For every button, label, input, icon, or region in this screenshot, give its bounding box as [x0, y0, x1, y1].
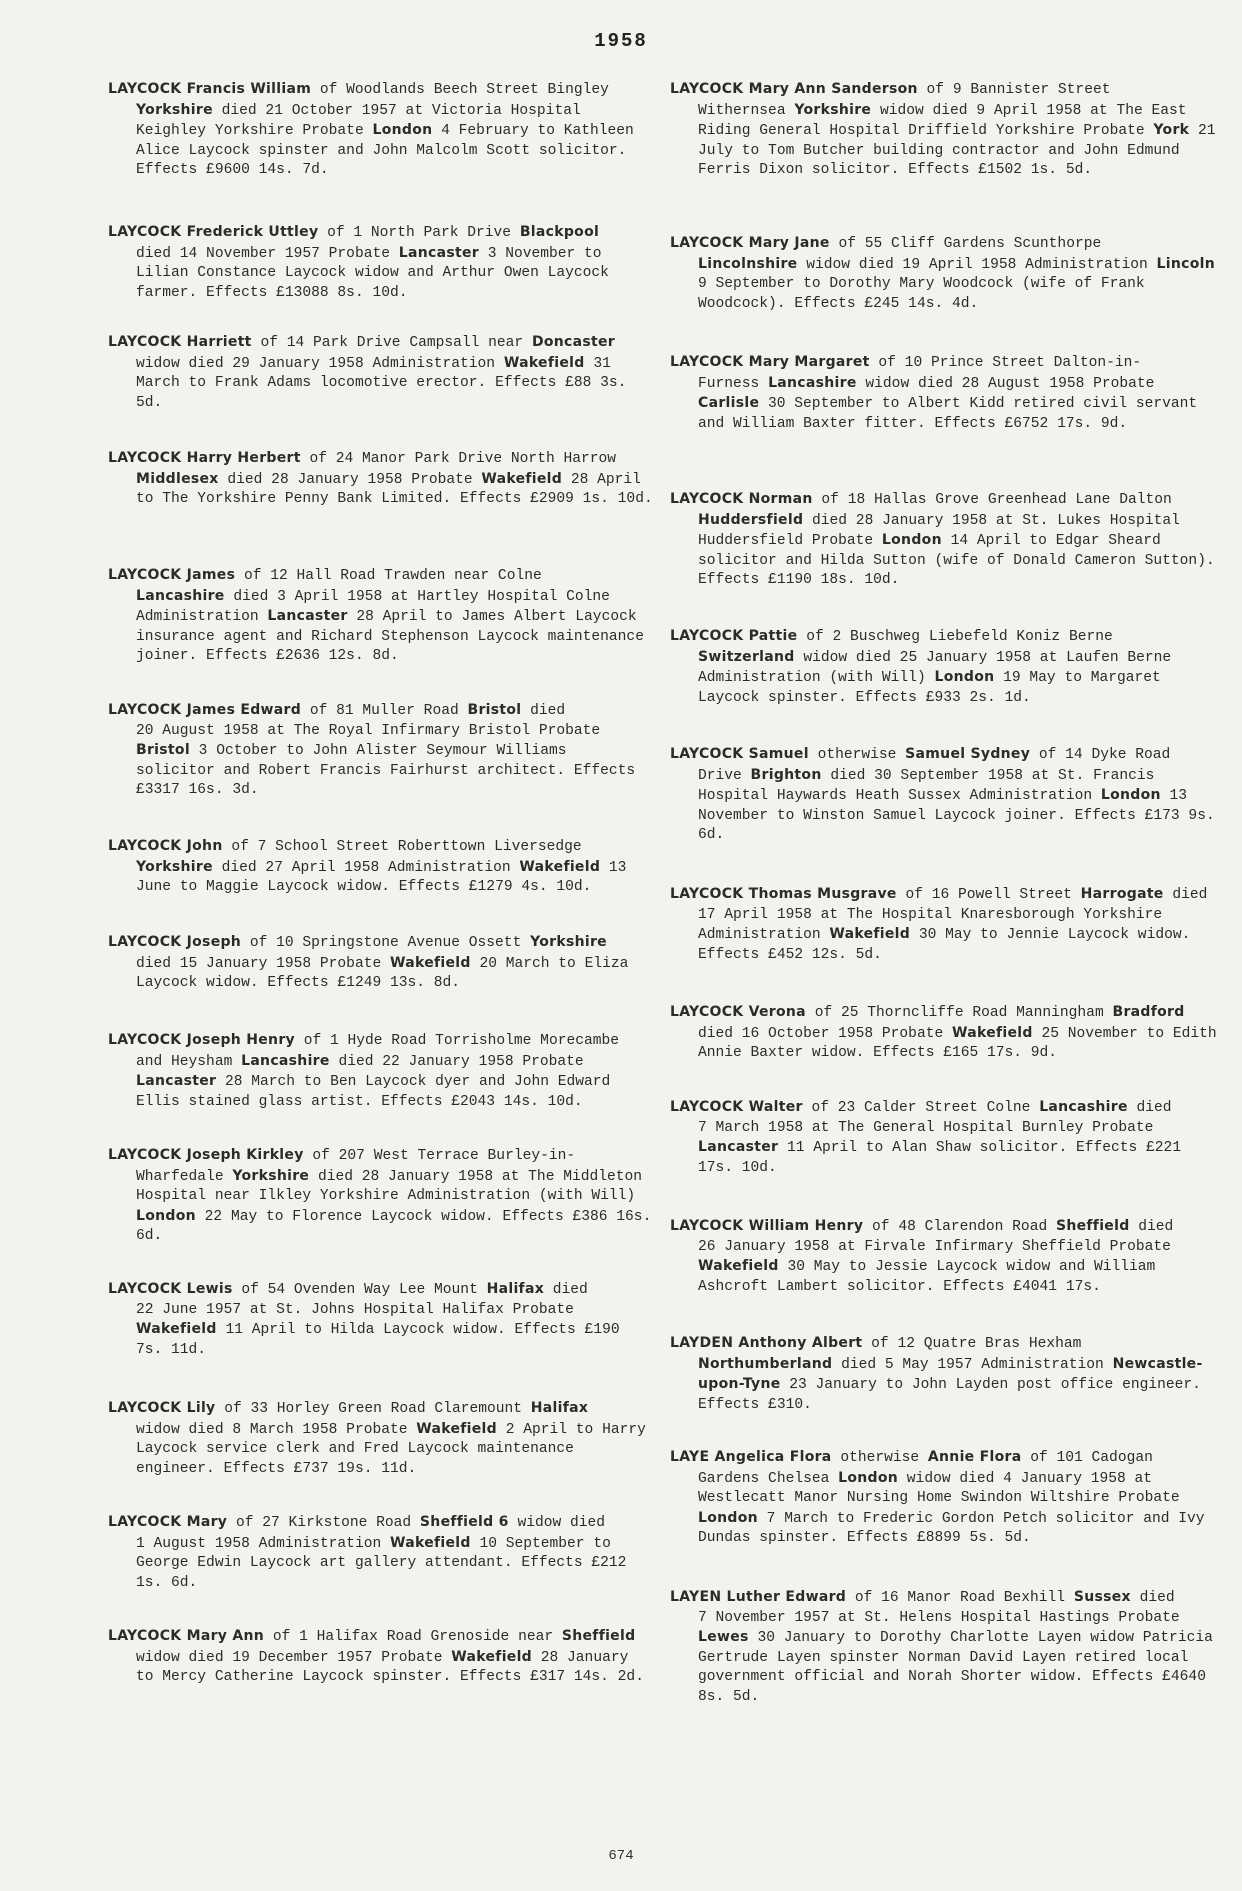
- entry-keyword: LAYCOCK Joseph Kirkley: [108, 1147, 304, 1163]
- entry-text: 31 March to Frank Adams locomotive erector. Effects £88 3s. 5d.: [136, 355, 627, 411]
- entry-keyword: Sussex: [1073, 1589, 1131, 1605]
- entry-keyword: Yorkshire: [794, 101, 872, 118]
- entry-keyword: LAYDEN Anthony Albert: [670, 1335, 863, 1351]
- entry-text: and Heysham: [136, 1053, 242, 1070]
- entry-text: 21 July to Tom Butcher building contractor and John Edmund Ferris Dixon solicitor. Effects £1502 1s. 5d.: [698, 123, 1216, 178]
- entry-text: of 48 Clarendon Road: [863, 1219, 1056, 1235]
- entry-text: died 5 May 1957 Administration: [832, 1356, 1113, 1373]
- entry-continuation: [670, 1609, 1220, 1708]
- entry-keyword: Lancashire: [1039, 1099, 1128, 1115]
- entry-text: of 54 Ovenden Way Lee Mount: [232, 1282, 487, 1298]
- entry-keyword: Halifax: [486, 1281, 545, 1297]
- entry-keyword: LAYCOCK Mary Margaret: [670, 354, 870, 370]
- entry-text: widow died 28 August 1958 Probate: [856, 375, 1155, 392]
- entry-keyword: Bradford: [1112, 1004, 1185, 1020]
- entry-keyword: Carlisle: [698, 395, 760, 411]
- entry-text: of 1 North Park Drive: [318, 225, 520, 241]
- entry-first-line: [108, 701, 653, 722]
- entry-keyword: LAYCOCK Thomas Musgrave: [670, 886, 897, 902]
- entry-keyword: Yorkshire: [530, 934, 607, 950]
- entry-text: 25 November to Edith Annie Baxter widow. Effects £165 17s. 9d.: [698, 1025, 1217, 1061]
- entry-first-line: [108, 566, 653, 587]
- entry-keyword: Wakefield: [416, 1420, 497, 1437]
- entry-keyword: Sheffield: [561, 1628, 636, 1644]
- probate-entry: [670, 353, 1220, 434]
- entry-keyword: LAYCOCK Mary: [108, 1514, 228, 1530]
- entry-keyword: Lancashire: [768, 374, 857, 391]
- entry-keyword: Brighton: [750, 766, 822, 783]
- entry-text: died 28 January 1958 Probate: [218, 471, 482, 488]
- probate-entry: [108, 1146, 653, 1247]
- entry-keyword: Wakefield: [698, 1258, 779, 1274]
- probate-entry: [670, 1003, 1220, 1064]
- probate-entry: [670, 80, 1220, 181]
- entry-text: of 14 Dyke Road: [1030, 747, 1171, 763]
- entry-first-line: [670, 1334, 1220, 1355]
- entry-text: died: [544, 1282, 588, 1298]
- entry-keyword: Switzerland: [698, 648, 795, 665]
- entry-text: 2 April to Harry Laycock service clerk and Fred Laycock maintenance engineer. Effects £737 19s. 11d.: [136, 1421, 646, 1477]
- entry-text: widow died: [508, 1515, 606, 1531]
- entry-text: Withernsea: [698, 102, 795, 119]
- entry-keyword: LAYCOCK Mary Jane: [670, 235, 830, 251]
- entry-continuation: [108, 1301, 653, 1361]
- entry-keyword: Lewes: [698, 1629, 749, 1645]
- entry-first-line: [108, 449, 653, 470]
- entry-continuation: [670, 766, 1220, 846]
- entry-first-line: [108, 1280, 653, 1301]
- entry-keyword: Yorkshire: [232, 1167, 310, 1184]
- entry-keyword: LAYEN Luther Edward: [670, 1589, 847, 1605]
- entry-text: 28 March to Ben Laycock dyer and John Edward Ellis stained glass artist. Effects £2043 14s. 10d.: [136, 1074, 611, 1110]
- probate-entry: [670, 627, 1220, 708]
- probate-entry: [108, 1627, 653, 1688]
- probate-entry: [670, 1217, 1220, 1297]
- entry-continuation: [108, 954, 653, 994]
- entry-text: 30 September to Albert Kidd retired civil servant and William Baxter fitter. Effects £6752 17s. 9d.: [698, 396, 1198, 432]
- probate-entry: [670, 490, 1220, 591]
- entry-first-line: [670, 1003, 1220, 1024]
- entry-text: died 30 September 1958 at St. Francis Hospital Haywards Heath Sussex Administration: [698, 767, 1155, 804]
- entry-text: Gardens Chelsea: [698, 1470, 839, 1487]
- entry-text: 7 November 1957 at St. Helens Hospital Hastings Probate: [698, 1609, 1180, 1626]
- entry-text: widow died 8 March 1958 Probate: [136, 1421, 417, 1438]
- entry-text: of 18 Hallas Grove Greenhead Lane Dalton: [812, 492, 1172, 508]
- probate-entry: [670, 1334, 1220, 1415]
- entry-keyword: Wakefield: [829, 926, 911, 942]
- entry-text: 4 February to Kathleen Alice Laycock spinster and John Malcolm Scott solicitor. Effects £9600 14s. 7d.: [136, 123, 634, 178]
- entry-keyword: LAYCOCK James Edward: [108, 702, 302, 718]
- entry-keyword: Lancashire: [136, 587, 225, 604]
- entry-text: 13 June to Maggie Laycock widow. Effects £1279 4s. 10d.: [136, 859, 627, 895]
- entry-text: 30 May to Jennie Laycock widow. Effects £452 12s. 5d.: [698, 927, 1191, 963]
- entry-keyword: Wakefield: [481, 470, 563, 487]
- entry-text: of 7 School Street Roberttown Liversedge: [222, 839, 582, 855]
- entry-keyword: LAYCOCK Joseph: [108, 934, 242, 950]
- entry-keyword: LAYE Angelica Flora: [670, 1449, 832, 1465]
- probate-entry: [108, 333, 653, 413]
- entry-first-line: [108, 1399, 653, 1420]
- entry-first-line: [670, 490, 1220, 511]
- entry-text: died: [1129, 1219, 1174, 1235]
- entry-keyword: Lancaster: [136, 1073, 217, 1089]
- entry-continuation: [670, 511, 1220, 591]
- entry-text: died 15 January 1958 Probate: [136, 955, 390, 972]
- entry-text: 30 January to Dorothy Charlotte Layen widow Patricia Gertrude Layen spinster Norman David Layen retired local government official and Norah Shorter widow. Effects £4640 8s. 5d.: [698, 1630, 1213, 1705]
- entry-keyword: Northumberland: [698, 1355, 833, 1372]
- entry-text: died 27 April 1958 Administration: [212, 859, 520, 876]
- entry-keyword: London: [1100, 787, 1161, 803]
- entry-keyword: Wakefield: [451, 1648, 533, 1665]
- entry-text: of 10 Springstone Avenue Ossett: [241, 935, 531, 951]
- entry-text: 26 January 1958 at Firvale Infirmary Sheffield Probate: [698, 1238, 1171, 1255]
- entry-first-line: [670, 885, 1220, 906]
- entry-keyword: Bristol: [136, 742, 190, 758]
- entry-text: of Woodlands Beech Street Bingley: [311, 82, 609, 98]
- entry-keyword: LAYCOCK Norman: [670, 491, 813, 507]
- entry-text: 9 September to Dorothy Mary Woodcock (wife of Frank Woodcock). Effects £245 14s. 4d.: [698, 276, 1145, 312]
- entry-first-line: [108, 223, 653, 244]
- entry-first-line: [108, 1513, 653, 1534]
- entry-text: of 2 Buschweg Liebefeld Koniz Berne: [797, 629, 1113, 645]
- entry-text: 14 April to Edgar Sheard solicitor and Hilda Sutton (wife of Donald Cameron Sutton). Effects £1190 18s. 10d.: [698, 533, 1215, 588]
- entry-text: otherwise: [808, 747, 906, 763]
- entry-first-line: [108, 837, 653, 858]
- entry-keyword: York: [1153, 122, 1190, 138]
- entry-keyword: Middlesex: [136, 470, 219, 487]
- entry-keyword: LAYCOCK Frederick Uttley: [108, 224, 319, 240]
- entry-text: of 207 West Terrace Burley-in-: [303, 1148, 576, 1164]
- entry-continuation: [670, 906, 1220, 966]
- entry-continuation: [670, 1119, 1220, 1179]
- entry-text: Wharfedale: [136, 1168, 233, 1185]
- entry-continuation: [670, 1024, 1220, 1064]
- entry-keyword: Lancaster: [398, 244, 479, 261]
- entry-text: died 28 January 1958 at St. Lukes Hospital Huddersfield Probate: [698, 512, 1180, 549]
- entry-text: 30 May to Jessie Laycock widow and William Ashcroft Lambert solicitor. Effects £4041 17s.: [698, 1259, 1156, 1295]
- probate-entry: [108, 223, 653, 303]
- entry-continuation: [108, 1167, 653, 1247]
- entry-keyword: Yorkshire: [136, 858, 213, 875]
- entry-text: died 28 January 1958 at The Middleton Hospital near Ilkley Yorkshire Administration (with Will): [136, 1168, 643, 1204]
- entry-text: of 27 Kirkstone Road: [227, 1515, 420, 1531]
- entry-first-line: [670, 234, 1220, 255]
- entry-text: 13 November to Winston Samuel Laycock joiner. Effects £173 9s. 6d.: [698, 788, 1215, 843]
- probate-entry: [108, 933, 653, 994]
- entry-text: widow died 25 January 1958 at Laufen Berne Administration (with Will): [698, 649, 1172, 686]
- entry-text: of 9 Bannister Street: [917, 82, 1111, 98]
- entry-text: of 16 Powell Street: [896, 887, 1081, 903]
- entry-continuation: [108, 1052, 653, 1113]
- entry-first-line: [670, 1217, 1220, 1238]
- entry-text: 28 January to Mercy Catherine Laycock spinster. Effects £317 14s. 2d.: [136, 1649, 644, 1685]
- entry-keyword: Lincoln: [1156, 255, 1216, 272]
- entry-first-line: [108, 1031, 653, 1052]
- entry-text: of 101 Cadogan: [1021, 1450, 1153, 1466]
- entry-keyword: London: [838, 1469, 899, 1486]
- entry-keyword: London: [698, 1509, 758, 1526]
- entry-keyword: Sheffield: [1055, 1218, 1130, 1234]
- probate-entry: [108, 701, 653, 801]
- entry-first-line: [670, 1588, 1220, 1609]
- entry-text: died 14 November 1957 Probate: [136, 245, 399, 262]
- entry-text: 17 April 1958 at The Hospital Knaresborough Yorkshire Administration: [698, 906, 1163, 943]
- entry-keyword: Wakefield: [503, 354, 585, 371]
- entry-first-line: [108, 933, 653, 954]
- entry-keyword: LAYCOCK Joseph Henry: [108, 1032, 295, 1048]
- probate-entry: [108, 1399, 653, 1479]
- probate-entry: [670, 1098, 1220, 1178]
- entry-continuation: [670, 648, 1220, 709]
- entry-first-line: [108, 333, 653, 354]
- probate-entry: [108, 1280, 653, 1360]
- entry-text: of 16 Manor Road Bexhill: [846, 1590, 1074, 1606]
- probate-entry: [670, 1588, 1220, 1707]
- entry-continuation: [108, 1534, 653, 1594]
- entry-text: 10 September to George Edwin Laycock art gallery attendant. Effects £212 1s. 6d.: [136, 1535, 627, 1591]
- probate-entry: [670, 885, 1220, 965]
- entry-continuation: [670, 1238, 1220, 1298]
- entry-first-line: [108, 1627, 653, 1648]
- entry-text: widow died 29 January 1958 Administration: [136, 355, 504, 372]
- entry-first-line: [670, 627, 1220, 648]
- entry-first-line: [108, 1146, 653, 1167]
- entry-text: 22 May to Florence Laycock widow. Effects £386 16s. 6d.: [136, 1208, 652, 1244]
- probate-entry: [670, 745, 1220, 846]
- entry-keyword: Lincolnshire: [698, 255, 798, 272]
- entry-text: otherwise: [831, 1450, 928, 1466]
- entry-first-line: [108, 80, 653, 101]
- entry-keyword: Wakefield: [389, 1534, 471, 1551]
- entry-continuation: [108, 722, 653, 801]
- entry-keyword: LAYCOCK Harriett: [108, 334, 252, 350]
- entry-text: of 10 Prince Street Dalton-in-: [869, 355, 1142, 371]
- entry-text: of 24 Manor Park Drive North Harrow: [300, 451, 617, 467]
- entry-keyword: London: [934, 669, 995, 685]
- entry-text: widow died 9 April 1958 at The East Riding General Hospital Driffield Yorkshire Probate: [698, 102, 1187, 139]
- entry-text: Drive: [698, 767, 751, 784]
- entry-keyword: London: [881, 532, 942, 548]
- entry-continuation: [108, 354, 653, 414]
- entry-keyword: Halifax: [530, 1400, 589, 1416]
- entry-text: of 12 Quatre Bras Hexham: [862, 1336, 1082, 1352]
- entry-text: died 21 October 1957 at Victoria Hospital Keighley Yorkshire Probate: [136, 102, 581, 139]
- entry-first-line: [670, 1448, 1220, 1469]
- entry-text: of 23 Calder Street Colne: [802, 1100, 1040, 1116]
- entry-first-line: [670, 745, 1220, 766]
- entry-keyword: London: [372, 122, 433, 138]
- entry-keyword: Samuel Sydney: [905, 746, 1031, 762]
- entry-text: died: [1130, 1590, 1175, 1606]
- entry-text: 19 May to Margaret Laycock spinster. Effects £933 2s. 1d.: [698, 670, 1161, 706]
- entry-continuation: [670, 1469, 1220, 1549]
- entry-continuation: [670, 101, 1220, 181]
- entry-keyword: Lancashire: [241, 1052, 330, 1069]
- entry-text: of 81 Muller Road: [301, 703, 468, 719]
- entry-keyword: LAYCOCK Pattie: [670, 628, 798, 644]
- entry-continuation: [670, 255, 1220, 315]
- entry-text: 3 November to Lilian Constance Laycock widow and Arthur Owen Laycock farmer. Effects £13088 8s. 10d.: [136, 245, 609, 301]
- entry-text: 1 August 1958 Administration: [136, 1535, 390, 1552]
- entry-text: died 22 January 1958 Probate: [329, 1053, 584, 1070]
- entry-text: Furness: [698, 375, 769, 392]
- entry-continuation: [108, 1648, 653, 1688]
- entry-keyword: Blackpool: [519, 224, 600, 240]
- entry-keyword: Lancaster: [698, 1139, 779, 1155]
- probate-entry: [108, 566, 653, 667]
- entry-text: died 3 April 1958 at Hartley Hospital Colne Administration: [136, 588, 610, 625]
- entry-text: of 1 Halifax Road Grenoside near: [264, 1629, 562, 1645]
- entry-text: 20 August 1958 at The Royal Infirmary Bristol Probate: [136, 722, 601, 739]
- entry-text: of 12 Hall Road Trawden near Colne: [235, 568, 542, 584]
- entry-text: 28 April to James Albert Laycock insurance agent and Richard Stephenson Laycock maintenance joiner. Effects £2636 12s. 8d.: [136, 609, 644, 664]
- entry-text: of 14 Park Drive Campsall near: [251, 335, 532, 351]
- entry-text: of 33 Horley Green Road Claremount: [215, 1401, 531, 1417]
- entry-keyword: Sheffield 6: [419, 1514, 509, 1530]
- entry-continuation: [108, 470, 653, 510]
- entry-continuation: [108, 858, 653, 898]
- entry-keyword: Annie Flora: [927, 1449, 1022, 1465]
- entry-first-line: [670, 80, 1220, 101]
- entry-keyword: LAYCOCK James: [108, 567, 236, 583]
- entry-text: 7 March 1958 at The General Hospital Burnley Probate: [698, 1119, 1154, 1136]
- entry-keyword: LAYCOCK Mary Ann Sanderson: [670, 81, 918, 97]
- entry-text: 22 June 1957 at St. Johns Hospital Halifax Probate: [136, 1301, 574, 1318]
- page-year-heading: 1958: [594, 30, 648, 52]
- entry-continuation: [670, 1355, 1220, 1416]
- entry-text: of 25 Thorncliffe Road Manningham: [805, 1005, 1113, 1021]
- entry-text: of 1 Hyde Road Torrisholme Morecambe: [294, 1033, 620, 1049]
- entry-text: 28 April to The Yorkshire Penny Bank Limited. Effects £2909 1s. 10d.: [136, 471, 653, 507]
- entry-keyword: Harrogate: [1080, 886, 1164, 902]
- probate-entry: [108, 837, 653, 898]
- probate-entry: [670, 1448, 1220, 1549]
- probate-entry: [670, 234, 1220, 314]
- entry-keyword: Newcastle-upon-Tyne: [698, 1355, 1203, 1392]
- entry-first-line: [670, 353, 1220, 374]
- entry-text: widow died 19 April 1958 Administration: [797, 256, 1157, 273]
- entry-keyword: LAYCOCK Walter: [670, 1099, 803, 1115]
- entry-continuation: [108, 1420, 653, 1480]
- entry-keyword: Yorkshire: [136, 101, 213, 118]
- entry-keyword: LAYCOCK Lily: [108, 1400, 216, 1416]
- entry-continuation: [108, 587, 653, 667]
- entry-text: 11 April to Alan Shaw solicitor. Effects £221 17s. 10d.: [698, 1140, 1182, 1176]
- entry-keyword: LAYCOCK Lewis: [108, 1281, 233, 1297]
- entry-keyword: Lancaster: [267, 608, 348, 624]
- probate-entry: [108, 449, 653, 510]
- entry-keyword: Huddersfield: [698, 511, 804, 528]
- entry-keyword: Wakefield: [136, 1321, 217, 1337]
- probate-entry: [108, 1031, 653, 1112]
- entry-keyword: LAYCOCK Francis William: [108, 81, 312, 97]
- entry-keyword: Wakefield: [519, 858, 601, 875]
- entry-keyword: London: [136, 1207, 196, 1224]
- probate-entry: [108, 1513, 653, 1593]
- page-number: 674: [608, 1848, 634, 1864]
- entry-continuation: [108, 244, 653, 304]
- entry-continuation: [670, 374, 1220, 435]
- entry-text: died: [521, 703, 566, 719]
- entry-keyword: Bristol: [467, 702, 522, 718]
- entry-text: 3 October to John Alister Seymour Williams solicitor and Robert Francis Fairhurst architect. Effects £3317 16s. 3d.: [136, 743, 636, 798]
- entry-keyword: Wakefield: [389, 954, 471, 971]
- entry-keyword: LAYCOCK John: [108, 838, 223, 854]
- entry-text: of 55 Cliff Gardens Scunthorpe: [829, 236, 1102, 252]
- entry-keyword: LAYCOCK Samuel: [670, 746, 809, 762]
- entry-text: died: [1127, 1100, 1172, 1116]
- entry-text: 23 January to John Layden post office engineer. Effects £310.: [698, 1377, 1201, 1413]
- entry-first-line: [670, 1098, 1220, 1119]
- entry-text: widow died 4 January 1958 at Westlecatt Manor Nursing Home Swindon Wiltshire Probate: [698, 1470, 1180, 1506]
- entry-keyword: LAYCOCK Harry Herbert: [108, 450, 301, 466]
- probate-entry: [108, 80, 653, 181]
- entry-keyword: LAYCOCK William Henry: [670, 1218, 864, 1234]
- entry-text: 11 April to Hilda Laycock widow. Effects £190 7s. 11d.: [136, 1322, 620, 1358]
- entry-text: widow died 19 December 1957 Probate: [136, 1649, 452, 1666]
- entry-continuation: [108, 101, 653, 181]
- entry-keyword: Doncaster: [531, 334, 616, 350]
- entry-keyword: LAYCOCK Mary Ann: [108, 1628, 265, 1644]
- entry-keyword: LAYCOCK Verona: [670, 1004, 806, 1020]
- entry-text: died: [1163, 887, 1208, 903]
- entry-text: 20 March to Eliza Laycock widow. Effects £1249 13s. 8d.: [136, 955, 629, 991]
- entry-text: died 16 October 1958 Probate: [698, 1025, 952, 1042]
- entry-text: 7 March to Frederic Gordon Petch solicitor and Ivy Dundas spinster. Effects £8899 5s. 5d.: [698, 1510, 1205, 1546]
- entry-keyword: Wakefield: [951, 1024, 1033, 1041]
